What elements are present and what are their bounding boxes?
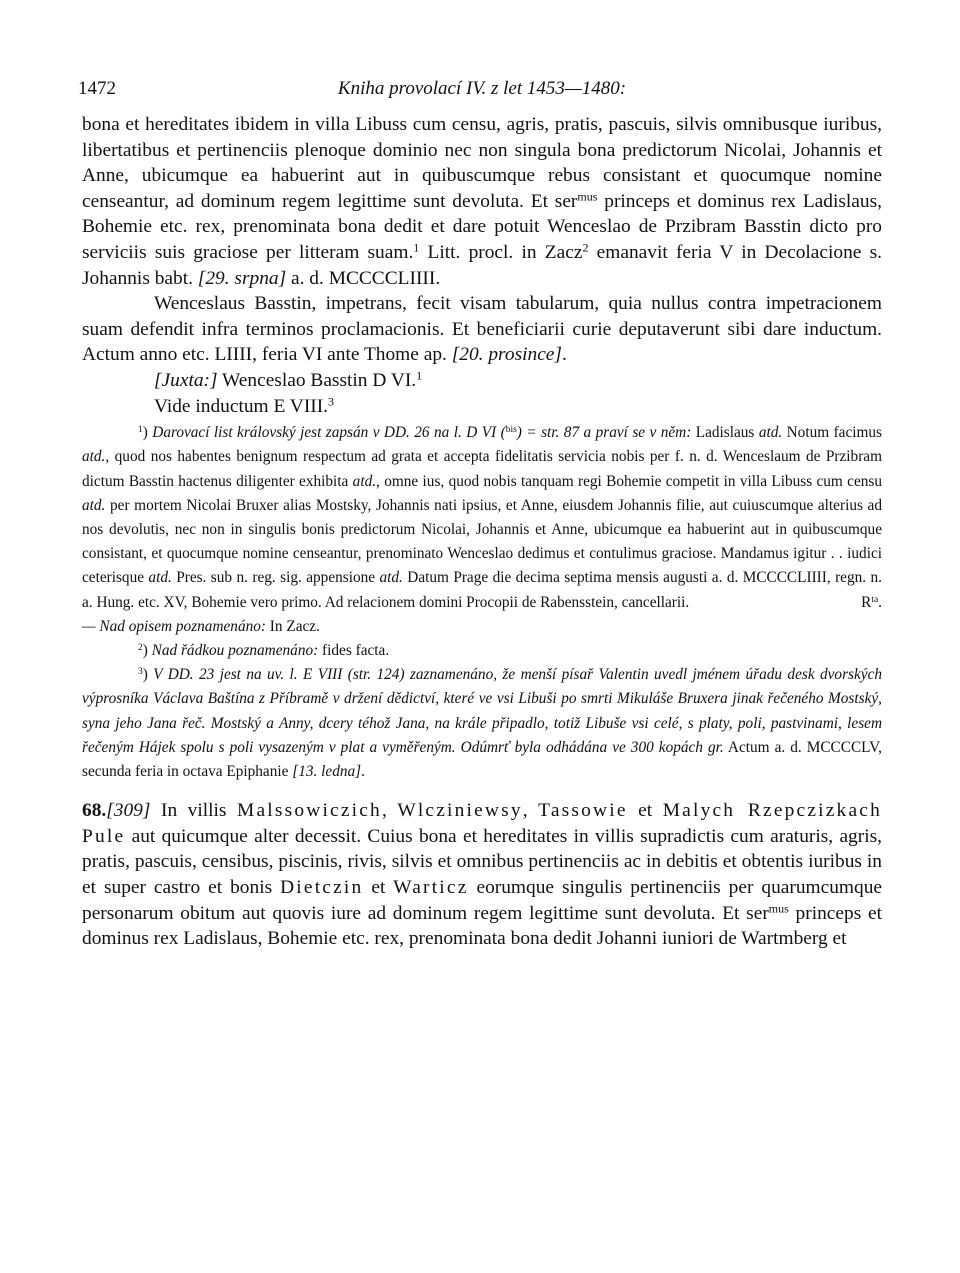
paragraph-inductum: Wenceslaus Basstin, impetrans, fecit visam tabularum, quia nullus contra impetracionem suam defendit infra terminos proclamacionis. Et beneficiarii curie deputaverunt sibi dare inductum. Actum anno etc. LIIII, feria VI ante Thome ap. [20. prosince]. — [82, 293, 882, 366]
entry-68: 68.[309] In villis Malssowiczich, Wlcziniewsy, Tassowie et Malych Rzepczizkach Pule aut quicumque alter decessit. Cuius bona et hereditates in villis supradictis cum araturis, agris, pratis, pascuis, censibus, piscinis, rivis, silvis et omnibus pertinenciis ac in debitis et obtentis iuribus in et super castro et bonis Dietczin et Warticz eorumque singulis pertinenciis per quarumcumque personarum obitum aut quovis iure ad dominum regem legittime sunt devoluta. Et ser$^{mus}$ princeps et dominus rex Ladislaus, Bohemie etc. rex, prenominata bona dedit Johanni iuniori de Wartmberg et — [82, 800, 882, 950]
page-number: 1472 — [78, 78, 116, 99]
place-name: Warticz — [393, 876, 469, 898]
juxta-line: [Juxta:] Wenceslao Basstin D VI.$^1$ — [154, 368, 423, 391]
vide-line: Vide inductum E VIII.$^3$ — [154, 393, 335, 417]
editorial-date: [13. ledna] — [292, 762, 362, 780]
marginal-entries — [82, 368, 882, 419]
editorial-date: [20. prosince] — [451, 344, 562, 366]
rta-mark: $R^{ta}$. — [861, 593, 882, 611]
entry-ref: [309] — [106, 800, 151, 822]
running-title: Kniha provolací IV. z let 1453—1480: — [337, 78, 627, 99]
footnote-ref-1: 1 — [416, 368, 423, 383]
main-text — [82, 112, 882, 419]
page-header — [78, 78, 882, 112]
place-name: Tassowie — [538, 800, 628, 822]
paragraph-grant: bona et hereditates ibidem in villa Libuss cum censu, agris, pratis, pascuis, silvis omnibusque iuribus, libertatibus et pertinenciis plenoque dominio nec non singula bona predictorum Nicolai, Johannis et Anne, ubicumque ea habuerint aut in quibuscumque rebus consistant et quocumque nomine censeantur, ad dominum regem legittime sunt devoluta. Et ser$^{mus}$ princeps et dominus rex Ladislaus, Bohemie etc. rex, prenominata bona dedit et dare potuit Wenceslao de Przibram Basstin dicto pro serviciis suis graciose per litteram suam.$^1$ Litt. procl. in Zacz$^2$ emanavit feria V in Decolacione s. Johannis babt. [29. srpna] a. d. MCCCCLIIII. — [82, 114, 882, 289]
place-name: Malssowiczich — [237, 800, 382, 822]
footnote-2: $^2$) Nad řádkou poznamenáno: fides facta. — [138, 641, 390, 659]
page — [78, 78, 883, 952]
entry-number: 68. — [82, 800, 107, 822]
place-name: Malych Rzepczizkach Pule — [82, 800, 882, 847]
footnote-1: $^1$) Darovací list královský jest zapsán v DD. 26 na l. D VI ($^{bis}$) = str. 87 a praví se v něm: Ladislaus atd. Notum facimus atd., quod nos habentes benignum respectum ad grata et accepta fidelitatis servicia nobis per f. n. d. Wenceslaum de Przibram dictum Basstin hactenus diligenter exhibita atd., omne ius, quod nobis tanquam regi Bohemie competit in villa Libuss cum censu atd. per mortem Nicolai Bruxer alias Mostsky, Johannis nati ipsius, et Anne, eiusdem Johannis filie, aut cuiuscumque alterius ad nos devolutis, nec non in singulis bonis predictorum Nicolai, Johannis et Anne, ubicumque ea habuerint aut in quibuscumque consistant, et quocumque nomine censeantur, prenominato Wenceslao dedimus et contulimus graciose. Mandamus igitur . . iudici ceterisque atd. Pres. sub n. reg. sig. appensione atd. Datum Prage die decima septima mensis augusti a. d. MCCCCLIIII, regn. n. a. Hung. etc. XV, Bohemie vero primo. Ad relacionem domini Procopii de Rabensstein, cancellarii. $R^{ta}$. — Nad opisem poznamenáno: In Zacz. — [82, 424, 883, 635]
footnote-3: $^3$) V DD. 23 jest na uv. l. E VIII (str. 124) zaznamenáno, že menší písař Valentin uvedl jménem úřadu desk dvorských výprosníka Václava Baštína z Příbramě v držení dědictví, které ve vsi Libuši po smrti Mikuláše Bruxera jinak řečeného Mostský, syna jeho Jana řeč. Mostský a Anny, dcery téhož Jana, na krále připadlo, totiž Libuše vsi celé, s platy, poli, pastvinami, lesem řečeným Hájek spolu s poli vysazeným v plat a vyměřeným. Odúmrť byla odhádána ve 300 kopách gr. Actum a. d. MCCCCLV, secunda feria in octava Epiphanie [13. ledna]. — [82, 666, 883, 780]
place-name: Wlcziniewsy — [397, 800, 523, 822]
footnote-ref-3: 3 — [328, 393, 335, 408]
editorial-date: [29. srpna] — [197, 267, 287, 289]
place-name: Dietczin — [280, 876, 364, 898]
footnote-ref-1: 1 — [413, 240, 420, 255]
footnotes — [82, 421, 882, 784]
footnote-ref-2: 2 — [582, 240, 589, 255]
